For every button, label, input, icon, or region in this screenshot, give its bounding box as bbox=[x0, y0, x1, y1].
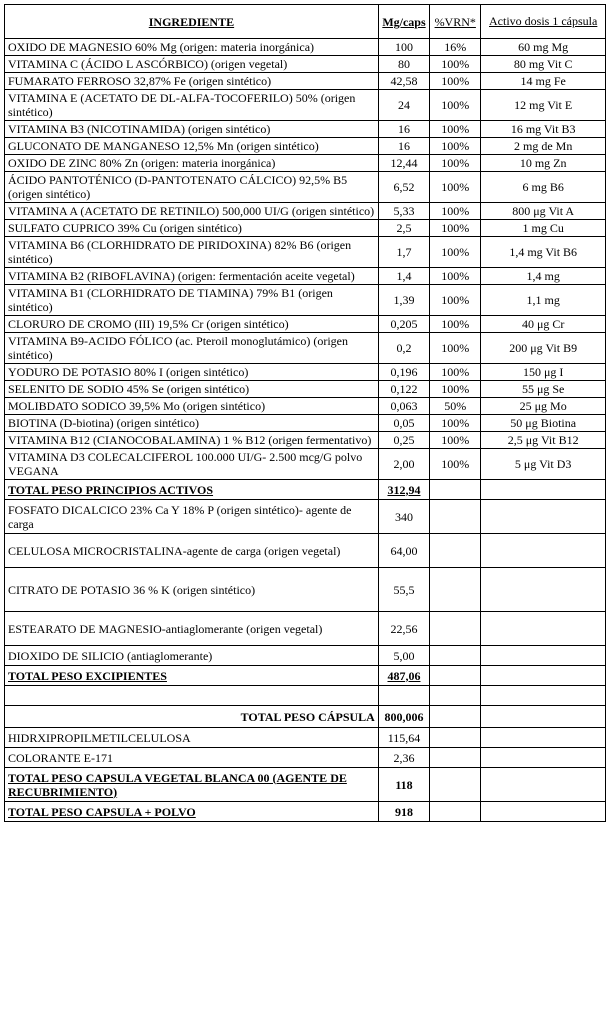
ingredient-activo: 5 μg Vit D3 bbox=[481, 449, 606, 480]
ingredient-vrn: 100% bbox=[430, 415, 481, 432]
total-excipientes-label: TOTAL PESO EXCIPIENTES bbox=[5, 666, 379, 686]
ingredient-name: VITAMINA B2 (RIBOFLAVINA) (origen: fermentación aceite vegetal) bbox=[5, 268, 379, 285]
ingredient-activo: 60 mg Mg bbox=[481, 39, 606, 56]
ingredient-activo: 50 μg Biotina bbox=[481, 415, 606, 432]
ingredient-name: GLUCONATO DE MANGANESO 12,5% Mn (origen sintético) bbox=[5, 138, 379, 155]
table-row bbox=[5, 39, 606, 56]
ingredient-activo: 150 μg I bbox=[481, 364, 606, 381]
ingredient-mg: 42,58 bbox=[378, 73, 429, 90]
ingredient-activo: 55 μg Se bbox=[481, 381, 606, 398]
ingredient-vrn: 100% bbox=[430, 268, 481, 285]
table-row bbox=[5, 121, 606, 138]
total-excipientes-row bbox=[5, 666, 606, 686]
ingredient-activo: 10 mg Zn bbox=[481, 155, 606, 172]
ingredient-activo: 200 μg Vit B9 bbox=[481, 333, 606, 364]
table-row bbox=[5, 398, 606, 415]
excipient-mg: 64,00 bbox=[378, 534, 429, 568]
ingredient-activo: 1 mg Cu bbox=[481, 220, 606, 237]
ingredient-mg: 6,52 bbox=[378, 172, 429, 203]
ingredient-name: VITAMINA B1 (CLORHIDRATO DE TIAMINA) 79% B1 (origen sintético) bbox=[5, 285, 379, 316]
total-final-row bbox=[5, 802, 606, 822]
excipient-mg: 340 bbox=[378, 500, 429, 534]
ingredient-vrn: 100% bbox=[430, 449, 481, 480]
ingredient-vrn: 100% bbox=[430, 73, 481, 90]
table-row bbox=[5, 172, 606, 203]
total-activos-row bbox=[5, 480, 606, 500]
ingredient-vrn: 100% bbox=[430, 90, 481, 121]
ingredient-activo: 1,1 mg bbox=[481, 285, 606, 316]
ingredient-name: VITAMINA B3 (NICOTINAMIDA) (origen sintético) bbox=[5, 121, 379, 138]
ingredient-vrn: 100% bbox=[430, 316, 481, 333]
ingredient-vrn: 100% bbox=[430, 203, 481, 220]
table-row bbox=[5, 381, 606, 398]
ingredient-name: OXIDO DE ZINC 80% Zn (origen: materia inorgánica) bbox=[5, 155, 379, 172]
header-vrn: %VRN* bbox=[430, 5, 481, 39]
ingredient-vrn: 100% bbox=[430, 237, 481, 268]
table-row bbox=[5, 432, 606, 449]
ingredient-name: OXIDO DE MAGNESIO 60% Mg (origen: materia inorgánica) bbox=[5, 39, 379, 56]
table-row bbox=[5, 612, 606, 646]
ingredient-vrn: 100% bbox=[430, 333, 481, 364]
header-mgcaps: Mg/caps bbox=[378, 5, 429, 39]
coating-name: HIDRXIPROPILMETILCELULOSA bbox=[5, 728, 379, 748]
total-vegetal-mg: 118 bbox=[378, 768, 429, 802]
coating-name: COLORANTE E-171 bbox=[5, 748, 379, 768]
ingredient-activo: 2 mg de Mn bbox=[481, 138, 606, 155]
ingredient-name: VITAMINA B12 (CIANOCOBALAMINA) 1 % B12 (origen fermentativo) bbox=[5, 432, 379, 449]
table-row bbox=[5, 73, 606, 90]
ingredient-name: YODURO DE POTASIO 80% I (origen sintético) bbox=[5, 364, 379, 381]
table-row bbox=[5, 316, 606, 333]
total-activos-label: TOTAL PESO PRINCIPIOS ACTIVOS bbox=[5, 480, 379, 500]
excipient-mg: 55,5 bbox=[378, 568, 429, 612]
ingredient-activo: 1,4 mg Vit B6 bbox=[481, 237, 606, 268]
ingredient-vrn: 100% bbox=[430, 432, 481, 449]
ingredient-activo: 25 μg Mo bbox=[481, 398, 606, 415]
total-capsula-mg: 800,006 bbox=[378, 706, 429, 728]
excipient-mg: 5,00 bbox=[378, 646, 429, 666]
ingredient-mg: 1,7 bbox=[378, 237, 429, 268]
ingredient-mg: 0,063 bbox=[378, 398, 429, 415]
ingredient-mg: 0,25 bbox=[378, 432, 429, 449]
ingredient-name: VITAMINA A (ACETATO DE RETINILO) 500,000 UI/G (origen sintético) bbox=[5, 203, 379, 220]
excipient-name: FOSFATO DICALCICO 23% Ca Y 18% P (origen sintético)- agente de carga bbox=[5, 500, 379, 534]
excipient-name: ESTEARATO DE MAGNESIO-antiaglomerante (origen vegetal) bbox=[5, 612, 379, 646]
total-final-label: TOTAL PESO CAPSULA + POLVO bbox=[5, 802, 379, 822]
table-row bbox=[5, 203, 606, 220]
table-row bbox=[5, 748, 606, 768]
empty-row bbox=[5, 686, 606, 706]
excipient-name: CELULOSA MICROCRISTALINA-agente de carga (origen vegetal) bbox=[5, 534, 379, 568]
table-row bbox=[5, 237, 606, 268]
header-activo: Activo dosis 1 cápsula bbox=[481, 5, 606, 39]
total-activos-mg: 312,94 bbox=[378, 480, 429, 500]
ingredient-name: VITAMINA C (ÁCIDO L ASCÓRBICO) (origen vegetal) bbox=[5, 56, 379, 73]
ingredient-mg: 100 bbox=[378, 39, 429, 56]
excipient-name: CITRATO DE POTASIO 36 % K (origen sintético) bbox=[5, 568, 379, 612]
ingredient-vrn: 100% bbox=[430, 56, 481, 73]
ingredient-mg: 16 bbox=[378, 138, 429, 155]
table-row bbox=[5, 364, 606, 381]
ingredient-vrn: 100% bbox=[430, 121, 481, 138]
table-row bbox=[5, 220, 606, 237]
ingredient-vrn: 50% bbox=[430, 398, 481, 415]
total-vegetal-label: TOTAL PESO CAPSULA VEGETAL BLANCA 00 (AGENTE DE RECUBRIMIENTO) bbox=[5, 768, 379, 802]
total-excipientes-mg: 487,06 bbox=[378, 666, 429, 686]
ingredient-mg: 0,122 bbox=[378, 381, 429, 398]
table-row bbox=[5, 333, 606, 364]
table-row bbox=[5, 155, 606, 172]
ingredient-name: ÁCIDO PANTOTÉNICO (D-PANTOTENATO CÁLCICO) 92,5% B5 (origen sintético) bbox=[5, 172, 379, 203]
ingredient-name: SULFATO CUPRICO 39% Cu (origen sintético) bbox=[5, 220, 379, 237]
ingredient-mg: 2,5 bbox=[378, 220, 429, 237]
ingredient-vrn: 100% bbox=[430, 172, 481, 203]
excipient-mg: 22,56 bbox=[378, 612, 429, 646]
table-row bbox=[5, 646, 606, 666]
ingredient-activo: 12 mg Vit E bbox=[481, 90, 606, 121]
ingredient-mg: 12,44 bbox=[378, 155, 429, 172]
ingredient-vrn: 100% bbox=[430, 155, 481, 172]
ingredient-name: SELENITO DE SODIO 45% Se (origen sintético) bbox=[5, 381, 379, 398]
ingredient-name: FUMARATO FERROSO 32,87% Fe (origen sintético) bbox=[5, 73, 379, 90]
ingredient-mg: 0,05 bbox=[378, 415, 429, 432]
ingredient-mg: 16 bbox=[378, 121, 429, 138]
ingredient-name: VITAMINA D3 COLECALCIFEROL 100.000 UI/G- 2.500 mcg/G polvo VEGANA bbox=[5, 449, 379, 480]
table-row bbox=[5, 534, 606, 568]
ingredient-activo: 800 μg Vit A bbox=[481, 203, 606, 220]
table-row bbox=[5, 728, 606, 748]
ingredient-mg: 0,196 bbox=[378, 364, 429, 381]
total-capsula-row bbox=[5, 706, 606, 728]
ingredient-vrn: 100% bbox=[430, 381, 481, 398]
ingredient-vrn: 16% bbox=[430, 39, 481, 56]
table-row bbox=[5, 449, 606, 480]
table-header-row bbox=[5, 5, 606, 39]
ingredient-name: BIOTINA (D-biotina) (origen sintético) bbox=[5, 415, 379, 432]
ingredient-vrn: 100% bbox=[430, 138, 481, 155]
table-row bbox=[5, 568, 606, 612]
ingredient-vrn: 100% bbox=[430, 285, 481, 316]
ingredient-activo: 14 mg Fe bbox=[481, 73, 606, 90]
ingredient-vrn: 100% bbox=[430, 364, 481, 381]
ingredient-mg: 5,33 bbox=[378, 203, 429, 220]
ingredient-activo: 6 mg B6 bbox=[481, 172, 606, 203]
total-capsula-label: TOTAL PESO CÁPSULA bbox=[5, 706, 379, 728]
ingredient-mg: 1,4 bbox=[378, 268, 429, 285]
ingredient-activo: 16 mg Vit B3 bbox=[481, 121, 606, 138]
ingredients-table bbox=[4, 4, 606, 822]
table-row bbox=[5, 415, 606, 432]
table-row bbox=[5, 500, 606, 534]
table-row bbox=[5, 56, 606, 73]
ingredient-mg: 2,00 bbox=[378, 449, 429, 480]
ingredient-mg: 80 bbox=[378, 56, 429, 73]
excipient-name: DIOXIDO DE SILICIO (antiaglomerante) bbox=[5, 646, 379, 666]
table-row bbox=[5, 268, 606, 285]
ingredient-name: CLORURO DE CROMO (III) 19,5% Cr (origen sintético) bbox=[5, 316, 379, 333]
ingredient-activo: 80 mg Vit C bbox=[481, 56, 606, 73]
ingredient-mg: 24 bbox=[378, 90, 429, 121]
ingredient-activo: 40 μg Cr bbox=[481, 316, 606, 333]
total-vegetal-row bbox=[5, 768, 606, 802]
coating-mg: 115,64 bbox=[378, 728, 429, 748]
coating-mg: 2,36 bbox=[378, 748, 429, 768]
table-row bbox=[5, 138, 606, 155]
ingredient-vrn: 100% bbox=[430, 220, 481, 237]
ingredient-name: VITAMINA B9-ACIDO FÓLICO (ac. Pteroil monoglutámico) (origen sintético) bbox=[5, 333, 379, 364]
ingredient-mg: 0,2 bbox=[378, 333, 429, 364]
table-row bbox=[5, 285, 606, 316]
ingredient-mg: 0,205 bbox=[378, 316, 429, 333]
ingredient-mg: 1,39 bbox=[378, 285, 429, 316]
ingredient-activo: 2,5 μg Vit B12 bbox=[481, 432, 606, 449]
total-final-mg: 918 bbox=[378, 802, 429, 822]
header-ingrediente: INGREDIENTE bbox=[5, 5, 379, 39]
table-row bbox=[5, 90, 606, 121]
ingredient-name: MOLIBDATO SODICO 39,5% Mo (origen sintético) bbox=[5, 398, 379, 415]
ingredient-activo: 1,4 mg bbox=[481, 268, 606, 285]
ingredient-name: VITAMINA B6 (CLORHIDRATO DE PIRIDOXINA) 82% B6 (origen sintético) bbox=[5, 237, 379, 268]
ingredient-name: VITAMINA E (ACETATO DE DL-ALFA-TOCOFERILO) 50% (origen sintético) bbox=[5, 90, 379, 121]
